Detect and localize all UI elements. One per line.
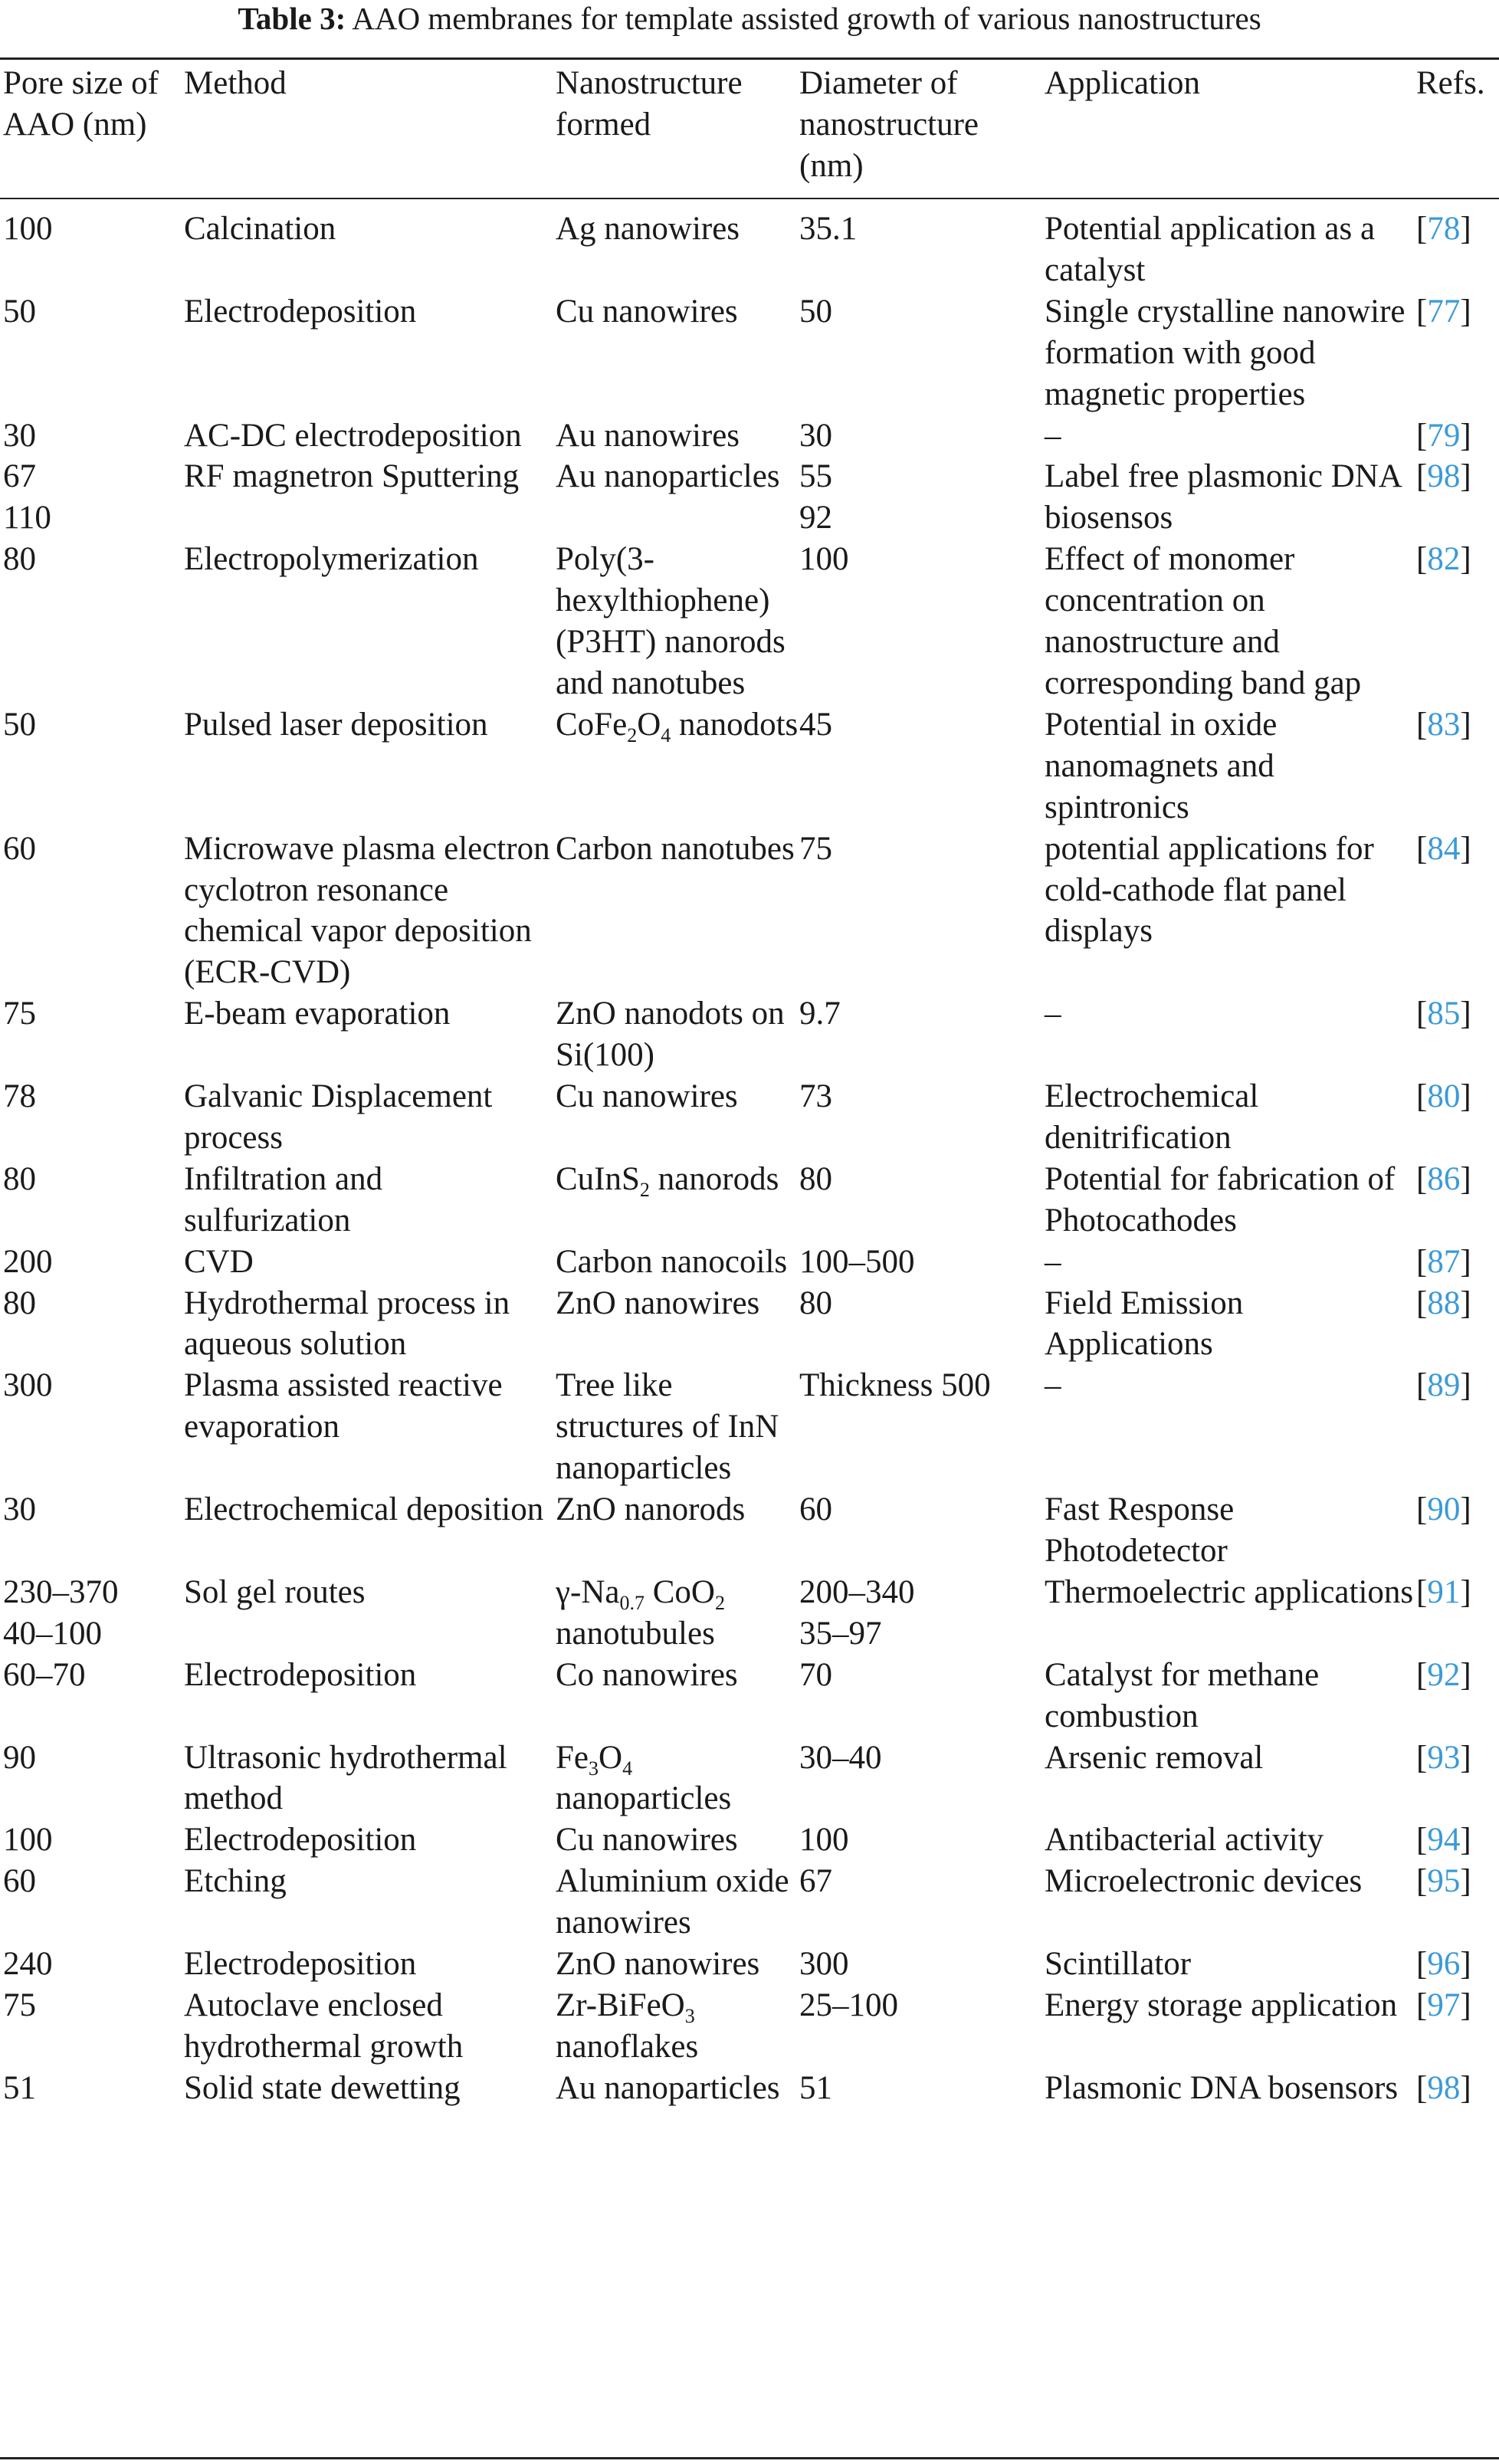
- reference-link[interactable]: 97: [1427, 1987, 1461, 2023]
- diameter-cell: 75: [799, 830, 832, 867]
- nanostructure-cell: Au nanoparticles: [556, 458, 780, 495]
- diameter-cell: 9.7: [799, 996, 841, 1032]
- table-row: [0, 1819, 1499, 1861]
- method-cell: Electrochemical deposition: [184, 1491, 544, 1528]
- pore-size-cell: 67 110: [3, 458, 51, 536]
- method-cell: RF magnetron Sputtering: [184, 458, 520, 495]
- reference-link[interactable]: 98: [1427, 458, 1461, 495]
- nanostructure-cell: Au nanoparticles: [556, 2069, 780, 2106]
- pore-size-cell: 60: [3, 1863, 36, 1900]
- table-row: [0, 1159, 1499, 1242]
- pore-size-cell: 78: [3, 1078, 36, 1115]
- method-cell: Electropolymerization: [184, 541, 479, 578]
- reference-link[interactable]: 87: [1427, 1243, 1461, 1280]
- pore-size-cell: 30: [3, 1491, 36, 1528]
- nanostructure-cell: ZnO nanodots on Si(100): [556, 996, 785, 1074]
- nanostructure-cell: Carbon nanocoils: [556, 1243, 788, 1280]
- pore-size-cell: 75: [3, 996, 36, 1032]
- header-row: [0, 63, 1499, 187]
- application-cell: Electrochemical denitrification: [1045, 1078, 1259, 1156]
- pore-size-cell: 200: [3, 1243, 53, 1280]
- table-row: [0, 1655, 1499, 1737]
- nanostructure-cell: ZnO nanowires: [556, 1284, 760, 1321]
- pore-size-cell: 60: [3, 830, 36, 867]
- method-cell: Hydrothermal process in aqueous solution: [184, 1284, 510, 1363]
- refs-cell: [87]: [1416, 1243, 1471, 1280]
- caption-label: Table 3:: [238, 1, 346, 36]
- reference-link[interactable]: 89: [1427, 1367, 1461, 1404]
- nanostructure-cell: Aluminium oxide nanowires: [556, 1863, 789, 1941]
- nanostructure-cell: Tree like structures of InN nanoparticles: [556, 1367, 779, 1487]
- refs-cell: [89]: [1416, 1367, 1471, 1404]
- application-cell: Field Emission Applications: [1045, 1284, 1244, 1363]
- reference-link[interactable]: 93: [1427, 1739, 1461, 1776]
- nanostructure-cell: Co nanowires: [556, 1656, 738, 1693]
- application-cell: Catalyst for methane combustion: [1045, 1656, 1320, 1734]
- table-row: [0, 2068, 1499, 2109]
- nanostructure-cell: ZnO nanorods: [556, 1491, 746, 1528]
- application-cell: Label free plasmonic DNA biosensos: [1045, 458, 1401, 536]
- table-row: [0, 993, 1499, 1076]
- table-row: [0, 1283, 1499, 1366]
- nanostructure-cell: Cu nanowires: [556, 1078, 738, 1115]
- caption-text: AAO membranes for template assisted growth of various nanostructures: [352, 1, 1261, 36]
- diameter-cell: 45: [799, 706, 832, 743]
- table-row: [0, 539, 1499, 704]
- refs-cell: [78]: [1416, 211, 1471, 247]
- diameter-cell: 300: [799, 1946, 849, 1983]
- pore-size-cell: 51: [3, 2069, 36, 2106]
- reference-link[interactable]: 90: [1427, 1491, 1461, 1528]
- application-cell: Thermoelectric applications: [1045, 1573, 1414, 1610]
- reference-link[interactable]: 94: [1427, 1822, 1461, 1859]
- method-cell: Electrodeposition: [184, 1656, 417, 1693]
- refs-cell: [82]: [1416, 541, 1471, 578]
- nanostructure-cell: Au nanowires: [556, 417, 740, 454]
- table-row: [0, 1242, 1499, 1283]
- refs-cell: [84]: [1416, 830, 1471, 867]
- diameter-cell: 60: [799, 1491, 832, 1528]
- refs-cell: [77]: [1416, 293, 1471, 330]
- reference-link[interactable]: 79: [1427, 417, 1461, 454]
- diameter-cell: 25–100: [799, 1987, 898, 2023]
- reference-link[interactable]: 91: [1427, 1573, 1461, 1610]
- application-cell: Potential application as a catalyst: [1045, 211, 1376, 288]
- method-cell: CVD: [184, 1243, 254, 1280]
- nanostructure-cell: Poly(3-hexylthiophene) (P3HT) nanorods and nanotubes: [556, 541, 786, 701]
- reference-link[interactable]: 96: [1427, 1946, 1461, 1983]
- header-refs: Refs.: [1416, 65, 1485, 101]
- application-cell: Scintillator: [1045, 1946, 1192, 1983]
- nanostructure-cell: Carbon nanotubes: [556, 830, 795, 867]
- nanostructure-cell: Ag nanowires: [556, 211, 740, 247]
- application-cell: Energy storage application: [1045, 1987, 1398, 2023]
- reference-link[interactable]: 98: [1427, 2069, 1461, 2106]
- refs-cell: [88]: [1416, 1284, 1471, 1321]
- refs-cell: [83]: [1416, 706, 1471, 743]
- method-cell: Plasma assisted reactive evaporation: [184, 1367, 503, 1445]
- header-application: Application: [1045, 65, 1201, 101]
- nanostructure-cell: Cu nanowires: [556, 293, 738, 330]
- method-cell: E-beam evaporation: [184, 996, 451, 1032]
- diameter-cell: 55 92: [799, 458, 832, 536]
- data-table: [0, 208, 1499, 2109]
- refs-cell: [98]: [1416, 2069, 1471, 2106]
- diameter-cell: Thickness 500: [799, 1367, 991, 1404]
- refs-cell: [94]: [1416, 1822, 1471, 1859]
- pore-size-cell: 100: [3, 1822, 53, 1859]
- diameter-cell: 50: [799, 293, 832, 330]
- method-cell: AC-DC electrodeposition: [184, 417, 522, 454]
- table-body: [0, 208, 1499, 2109]
- refs-cell: [79]: [1416, 417, 1471, 454]
- method-cell: Calcination: [184, 211, 336, 247]
- refs-cell: [98]: [1416, 458, 1471, 495]
- refs-cell: [95]: [1416, 1863, 1471, 1900]
- reference-link[interactable]: 85: [1427, 996, 1461, 1032]
- header-rule: [0, 198, 1499, 199]
- pore-size-cell: 30: [3, 417, 36, 454]
- pore-size-cell: 80: [3, 1284, 36, 1321]
- table-row: [0, 208, 1499, 291]
- refs-cell: [97]: [1416, 1987, 1471, 2023]
- header-method: Method: [184, 65, 287, 101]
- refs-cell: [90]: [1416, 1491, 1471, 1528]
- pore-size-cell: 50: [3, 706, 36, 743]
- diameter-cell: 30: [799, 417, 832, 454]
- header-diameter: Diameter of nanostructure (nm): [799, 65, 979, 184]
- application-cell: Plasmonic DNA bosensors: [1045, 2069, 1399, 2106]
- method-cell: Electrodeposition: [184, 293, 417, 330]
- method-cell: Sol gel routes: [184, 1573, 366, 1610]
- refs-cell: [96]: [1416, 1946, 1471, 1983]
- table-row: [0, 828, 1499, 994]
- pore-size-cell: 75: [3, 1987, 36, 2023]
- nanostructure-cell: Cu nanowires: [556, 1822, 738, 1859]
- table-row: [0, 1489, 1499, 1572]
- pore-size-cell: 90: [3, 1739, 36, 1776]
- table-row: [0, 291, 1499, 415]
- pore-size-cell: 300: [3, 1367, 53, 1404]
- diameter-cell: 100: [799, 541, 849, 578]
- table-row: [0, 1737, 1499, 1820]
- pore-size-cell: 50: [3, 293, 36, 330]
- application-cell: Effect of monomer concentration on nanostructure and corresponding band gap: [1045, 541, 1362, 701]
- pore-size-cell: 80: [3, 541, 36, 578]
- pore-size-cell: 230–370 40–100: [3, 1573, 119, 1652]
- top-rule: [0, 57, 1499, 60]
- table-row: [0, 456, 1499, 539]
- refs-cell: [85]: [1416, 996, 1471, 1032]
- diameter-cell: 80: [799, 1160, 832, 1197]
- refs-cell: [86]: [1416, 1160, 1471, 1197]
- table-row: [0, 415, 1499, 457]
- diameter-cell: 100–500: [799, 1243, 915, 1280]
- table-row: [0, 1572, 1499, 1655]
- diameter-cell: 70: [799, 1656, 832, 1693]
- method-cell: Etching: [184, 1863, 287, 1900]
- application-cell: Potential for fabrication of Photocathodes: [1045, 1160, 1396, 1239]
- table-row: [0, 1944, 1499, 1985]
- reference-link[interactable]: 84: [1427, 830, 1461, 867]
- reference-link[interactable]: 88: [1427, 1284, 1461, 1321]
- table-row: [0, 1365, 1499, 1489]
- method-cell: Infiltration and sulfurization: [184, 1160, 383, 1239]
- reference-link[interactable]: 83: [1427, 706, 1461, 743]
- diameter-cell: 200–340 35–97: [799, 1573, 915, 1652]
- table-row: [0, 1076, 1499, 1159]
- pore-size-cell: 240: [3, 1946, 53, 1983]
- refs-cell: [92]: [1416, 1656, 1471, 1693]
- application-cell: –: [1045, 417, 1061, 454]
- refs-cell: [91]: [1416, 1573, 1471, 1610]
- refs-cell: [80]: [1416, 1078, 1471, 1115]
- method-cell: Solid state dewetting: [184, 2069, 461, 2106]
- application-cell: Potential in oxide nanomagnets and spintronics: [1045, 706, 1278, 825]
- application-cell: Antibacterial activity: [1045, 1822, 1324, 1859]
- nanostructure-cell: $Fe_3O_4$ nanoparticles: [556, 1739, 732, 1817]
- method-cell: Ultrasonic hydrothermal method: [184, 1739, 507, 1817]
- diameter-cell: 51: [799, 2069, 832, 2106]
- nanostructure-cell: $CoFe_2O_4$ nanodots: [556, 706, 799, 746]
- header-nanostructure: Nanostructure formed: [556, 65, 743, 143]
- application-cell: Arsenic removal: [1045, 1739, 1264, 1776]
- reference-link[interactable]: 95: [1427, 1863, 1461, 1900]
- reference-link[interactable]: 78: [1427, 211, 1461, 247]
- nanostructure-cell: Zr-BiFeO$_3$ nanoflakes: [556, 1987, 699, 2065]
- application-cell: Fast Response Photodetector: [1045, 1491, 1235, 1569]
- method-cell: Autoclave enclosed hydrothermal growth: [184, 1987, 464, 2065]
- diameter-cell: 67: [799, 1863, 832, 1900]
- application-cell: Microelectronic devices: [1045, 1863, 1363, 1900]
- nanostructure-cell: $\gamma-Na_{0.7}$ CoO$_2$ nanotubules: [556, 1573, 725, 1652]
- table-caption: [0, 0, 1499, 58]
- pore-size-cell: 60–70: [3, 1656, 86, 1693]
- method-cell: Electrodeposition: [184, 1822, 417, 1859]
- reference-link[interactable]: 92: [1427, 1656, 1461, 1693]
- diameter-cell: 30–40: [799, 1739, 882, 1776]
- table-row: [0, 1985, 1499, 2068]
- table-header: [0, 63, 1499, 187]
- reference-link[interactable]: 80: [1427, 1078, 1461, 1115]
- method-cell: Electrodeposition: [184, 1946, 417, 1983]
- refs-cell: [93]: [1416, 1739, 1471, 1776]
- method-cell: Microwave plasma electron cyclotron resonance chemical vapor deposition (ECR-CVD): [184, 830, 550, 991]
- method-cell: Pulsed laser deposition: [184, 706, 488, 743]
- application-cell: potential applications for cold-cathode flat panel displays: [1045, 830, 1374, 950]
- table-row: [0, 704, 1499, 828]
- nanostructure-cell: ZnO nanowires: [556, 1946, 760, 1983]
- diameter-cell: 100: [799, 1822, 849, 1859]
- pore-size-cell: 80: [3, 1160, 36, 1197]
- table-row: [0, 1861, 1499, 1944]
- application-cell: –: [1045, 996, 1061, 1032]
- diameter-cell: 73: [799, 1078, 832, 1115]
- method-cell: Galvanic Displacement process: [184, 1078, 493, 1156]
- bottom-rule: [0, 2457, 1499, 2459]
- nanostructure-cell: CuInS$_2$ nanorods: [556, 1160, 779, 1201]
- diameter-cell: 80: [799, 1284, 832, 1321]
- reference-link[interactable]: 77: [1427, 293, 1461, 330]
- header-pore-size: Pore size of AAO (nm): [3, 65, 159, 143]
- application-cell: –: [1045, 1367, 1061, 1404]
- reference-link[interactable]: 82: [1427, 541, 1461, 578]
- pore-size-cell: 100: [3, 211, 53, 247]
- diameter-cell: 35.1: [799, 211, 858, 247]
- application-cell: Single crystalline nanowire formation with good magnetic properties: [1045, 293, 1406, 412]
- reference-link[interactable]: 86: [1427, 1160, 1461, 1197]
- application-cell: –: [1045, 1243, 1061, 1280]
